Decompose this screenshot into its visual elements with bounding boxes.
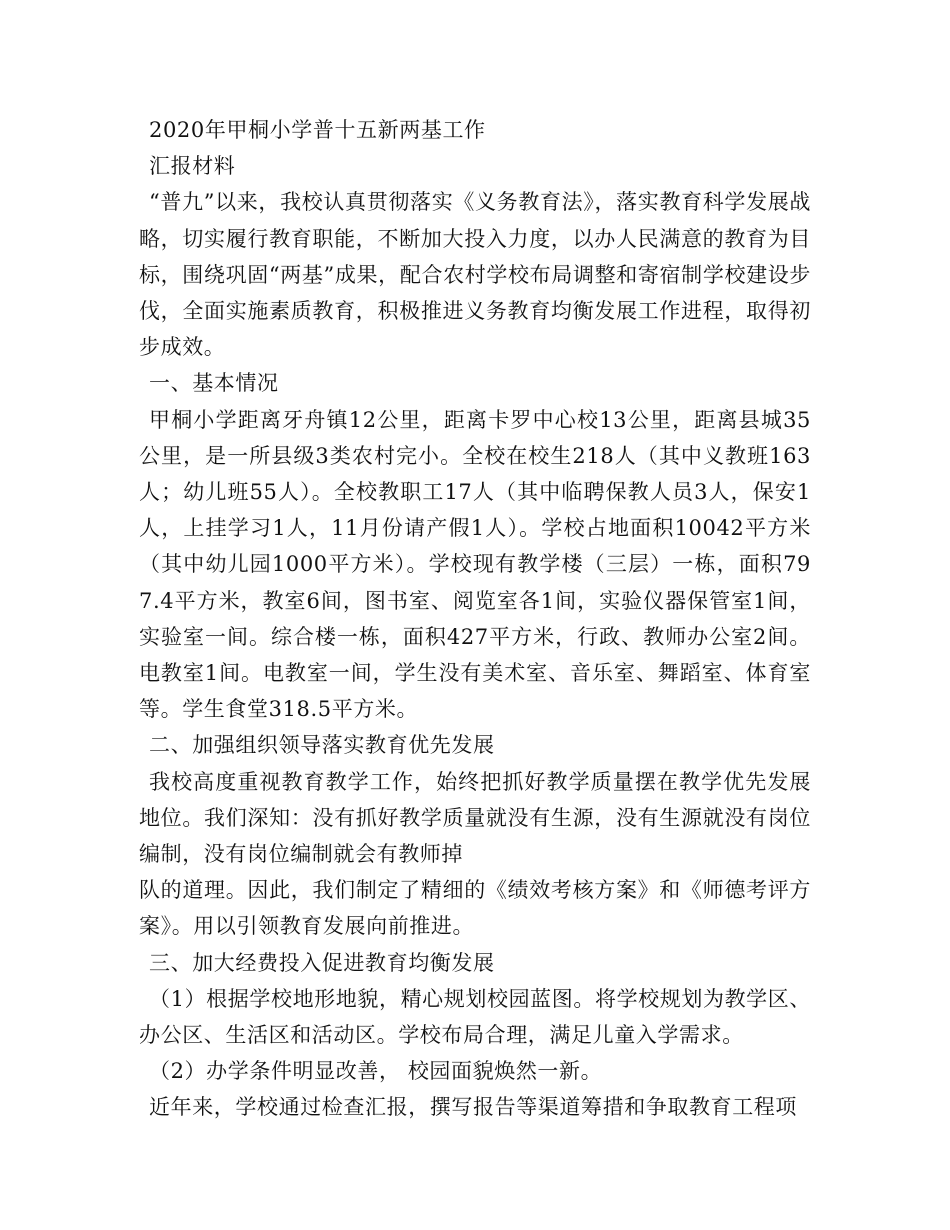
section-3-item-1: （1）根据学校地形地貌，精心规划校园蓝图。将学校规划为教学区、办公区、生活区和活动区。学校布局合理，满足儿童入学需求。 [139,986,811,1048]
section-2-paragraph-b: 队的道理。因此，我们制定了精细的《绩效考核方案》和《师德考评方案》。用以引领教育发展向前推进。 [139,878,811,939]
document-title-line-2: 汇报材料 [149,154,236,179]
section-1-paragraph: 甲桐小学距离牙舟镇12公里，距离卡罗中心校13公里，距离县城35公里，是一所县级3类农村完小。全校在校生218人（其中义教班163人；幼儿班55人）。全校教职工17人（其中临聘保教人员3人，保安1人，上挂学习1人，11月份请产假1人）。学校占地面积10042平方米（其中幼儿园1000平方米）。学校现有教学楼（三层）一栋，面积797.4平方米，教室6间，图书室、阅览室各1间，实验仪器保管室1间，实验室一间。综合楼一栋，面积427平方米，行政、教师办公室2间。电教室1间。电教室一间，学生没有美术室、音乐室、舞蹈室、体育室等。学生食堂318.5平方米。 [139,407,811,722]
document-body [139,112,811,1126]
section-2-heading: 二、加强组织领导落实教育优先发展 [149,733,495,758]
section-3-paragraph: 近年来，学校通过检查汇报，撰写报告等渠道筹措和争取教育工程项 [149,1095,797,1120]
section-3-item-2: （2）办学条件明显改善， 校园面貌焕然一新。 [149,1059,603,1084]
document-title-line-1: 2020年甲桐小学普十五新两基工作 [149,118,486,142]
section-2-paragraph-a: 我校高度重视教育教学工作，始终把抓好教学质量摆在教学优先发展地位。我们深知：没有抓好教学质量就没有生源，没有生源就没有岗位编制，没有岗位编制就会有教师掉 [139,769,811,867]
section-1-heading: 一、基本情况 [149,371,279,396]
section-3-heading: 三、加大经费投入促进教育均衡发展 [149,950,495,975]
intro-paragraph: “普九”以来，我校认真贯彻落实《义务教育法》，落实教育科学发展战略，切实履行教育职能，不断加大投入力度，以办人民满意的教育为目标，围绕巩固“两基”成果，配合农村学校布局调整和寄宿制学校建设步伐，全面实施素质教育，积极推进义务教育均衡发展工作进程，取得初步成效。 [139,190,811,360]
